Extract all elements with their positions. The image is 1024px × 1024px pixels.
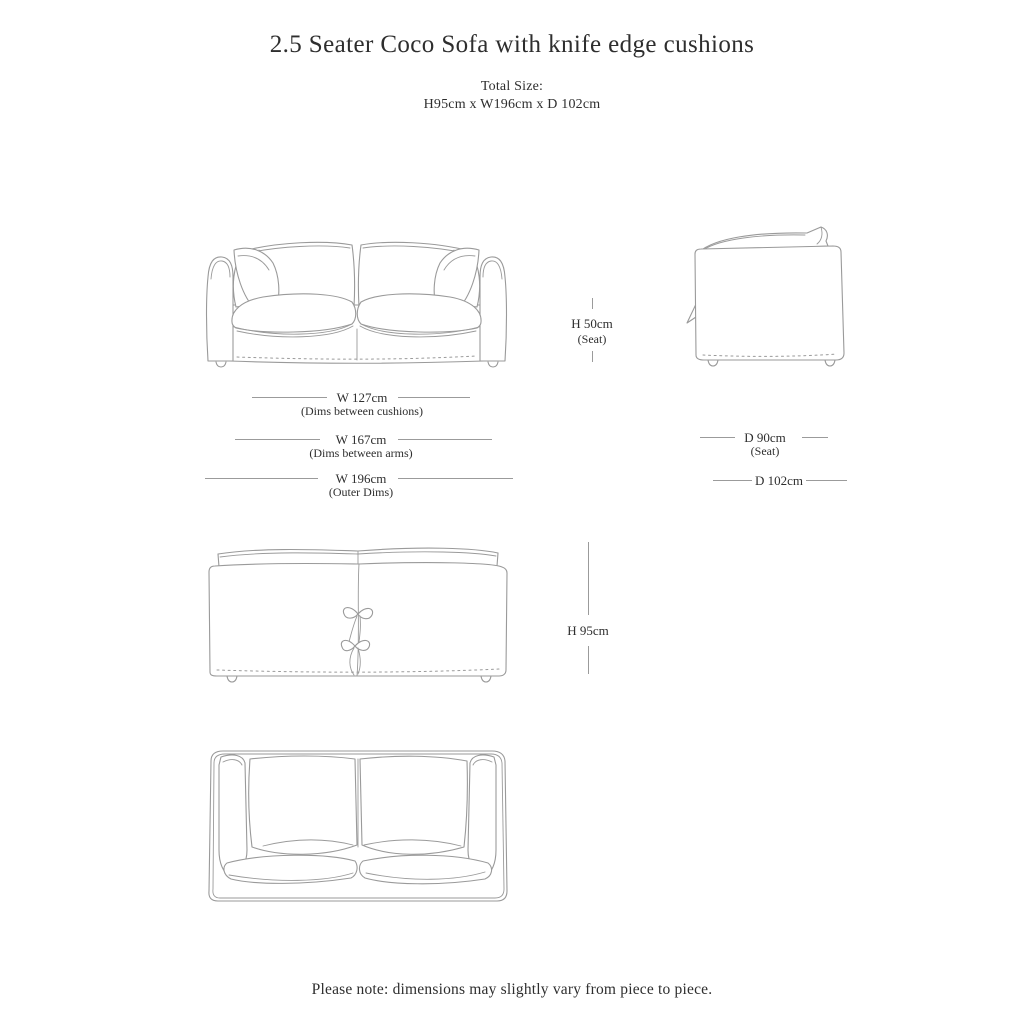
between-cushions-dim-line-right [398,397,470,398]
between-cushions-dim-value: W 127cm [336,390,388,405]
seat-depth-dim-line-right [802,437,828,438]
seat-depth-dim-value: D 90cm [744,430,786,445]
overall-height-dim-line-bottom [588,646,589,674]
between-arms-dim-line-right [398,439,492,440]
total-size-label: Total Size: [480,79,544,94]
outer-width-dim-value: W 196cm [335,471,387,486]
sofa-front-view-drawing [203,225,510,367]
footer-note: Please note: dimensions may slightly vary from piece to piece. [311,981,713,998]
seat-height-dim-line-bottom [592,351,593,362]
seat-height-dim-line-top [592,298,593,309]
sofa-side-view-drawing [685,224,850,370]
between-arms-dim-value: W 167cm [335,432,387,447]
seat-height-dim-value: H 50cm [571,316,613,331]
sofa-back-view-drawing [203,542,513,683]
seat-depth-dim-note: (Seat) [750,444,780,458]
outer-width-dim-line-right [398,478,513,479]
outer-depth-dim-value: D 102cm [754,473,804,488]
between-arms-dim-line-left [235,439,320,440]
seat-height-dim-note: (Seat) [577,332,607,346]
between-arms-dim-note: (Dims between arms) [309,446,413,460]
outer-width-dim-line-left [205,478,318,479]
total-size-value: H95cm x W196cm x D 102cm [423,97,601,112]
outer-width-dim-note: (Outer Dims) [328,485,394,499]
page-title: 2.5 Seater Coco Sofa with knife edge cushions [269,31,755,58]
overall-height-dim-line-top [588,542,589,615]
sofa-top-view-drawing [205,745,510,907]
between-cushions-dim-note: (Dims between cushions) [301,404,423,418]
overall-height-dim-value: H 95cm [567,623,609,638]
outer-depth-dim-line-right [806,480,847,481]
